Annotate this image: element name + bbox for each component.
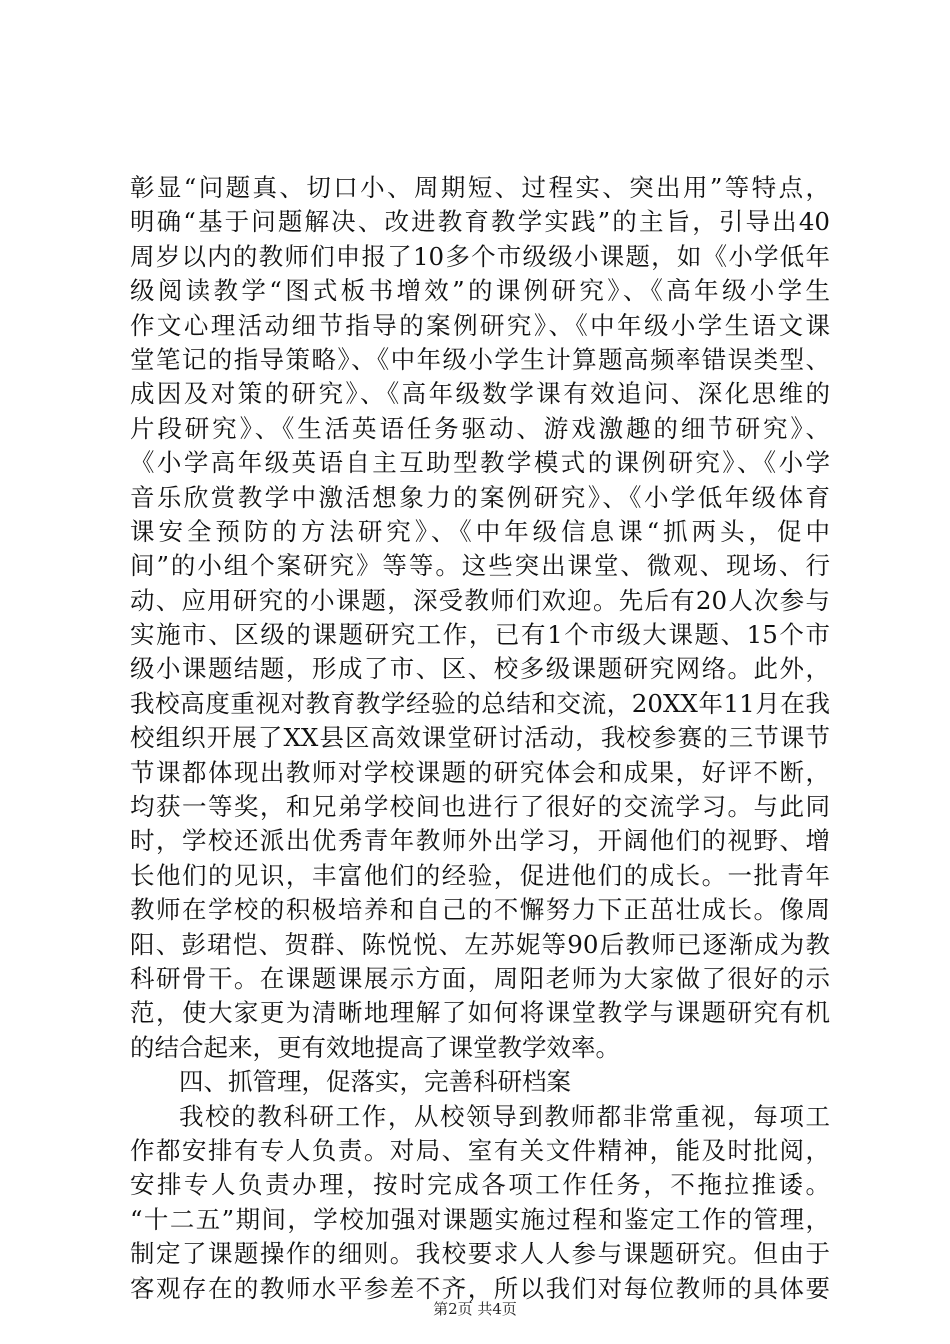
text-line: 我校的教科研工作，从校领导到教师都非常重视，每项工 <box>179 1101 830 1131</box>
text-line: 校组织开展了XX县区高效课堂研讨活动，我校参赛的三节课节 <box>130 723 830 753</box>
text-line: 《小学高年级英语自主互助型教学模式的课例研究》、《小学 <box>130 448 830 478</box>
document-body <box>130 171 830 1306</box>
text-line: 堂笔记的指导策略》、《中年级小学生计算题高频率错误类型、 <box>130 344 830 374</box>
text-line: 安排专人负责办理，按时完成各项工作任务，不拖拉推诿。 <box>130 1170 830 1200</box>
text-line: 范，使大家更为清晰地理解了如何将课堂教学与课题研究有机 <box>130 998 830 1028</box>
text-line: 制定了课题操作的细则。我校要求人人参与课题研究。但由于 <box>130 1239 830 1269</box>
text-line: 动、应用研究的小课题，深受教师们欢迎。先后有20人次参与 <box>130 585 830 615</box>
text-line: 节课都体现出教师对学校课题的研究体会和成果，好评不断， <box>130 757 830 787</box>
text-line: 我校高度重视对教育教学经验的总结和交流，20XX年11月在我 <box>130 688 830 718</box>
text-line: 作文心理活动细节指导的案例研究》、《中年级小学生语文课 <box>130 310 830 340</box>
text-line: 均获一等奖，和兄弟学校间也进行了很好的交流学习。与此同 <box>130 792 830 822</box>
text-line: 周岁以内的教师们申报了10多个市级级小课题，如《小学低年 <box>130 241 830 271</box>
section-heading: 四、抓管理，促落实，完善科研档案 <box>179 1067 571 1097</box>
text-line: 科研骨干。在课题课展示方面，周阳老师为大家做了很好的示 <box>130 963 830 993</box>
text-line: 片段研究》、《生活英语任务驱动、游戏激趣的细节研究》、 <box>130 413 830 443</box>
text-line: 长他们的见识，丰富他们的经验，促进他们的成长。一批青年 <box>130 860 830 890</box>
text-line: 级阅读教学“图式板书增效”的课例研究》、《高年级小学生 <box>130 276 830 306</box>
text-line: 彰显“问题真、切口小、周期短、过程实、突出用”等特点， <box>130 173 830 202</box>
text-line: 作都安排有专人负责。对局、室有关文件精神，能及时批阅， <box>130 1135 830 1165</box>
text-line: 课安全预防的方法研究》、《中年级信息课“抓两头，促中 <box>130 516 830 546</box>
page-number-label: 第2页 共4页 <box>433 1300 517 1318</box>
text-line: 时，学校还派出优秀青年教师外出学习，开阔他们的视野、增 <box>130 826 830 856</box>
text-line: 级小课题结题，形成了市、区、校多级课题研究网络。此外， <box>130 654 830 684</box>
page-footer <box>0 1299 950 1319</box>
text-line: 实施市、区级的课题研究工作，已有1个市级大课题、15个市 <box>130 620 830 650</box>
text-line: “十二五”期间，学校加强对课题实施过程和鉴定工作的管理， <box>130 1204 830 1234</box>
text-line: 教师在学校的积极培养和自己的不懈努力下正茁壮成长。像周 <box>130 895 830 925</box>
text-line: 间”的小组个案研究》等等。这些突出课堂、微观、现场、行 <box>130 551 830 581</box>
text-line: 明确“基于问题解决、改进教育教学实践”的主旨，引导出40 <box>130 207 830 237</box>
text-line: 成因及对策的研究》、《高年级数学课有效追问、深化思维的 <box>130 379 830 409</box>
text-line: 客观存在的教师水平参差不齐，所以我们对每位教师的具体要 <box>130 1273 830 1303</box>
text-line: 的结合起来，更有效地提高了课堂教学效率。 <box>130 1032 620 1062</box>
text-line: 阳、彭珺恺、贺群、陈悦悦、左苏妮等90后教师已逐渐成为教 <box>130 929 830 959</box>
text-line: 音乐欣赏教学中激活想象力的案例研究》、《小学低年级体育 <box>130 482 830 512</box>
